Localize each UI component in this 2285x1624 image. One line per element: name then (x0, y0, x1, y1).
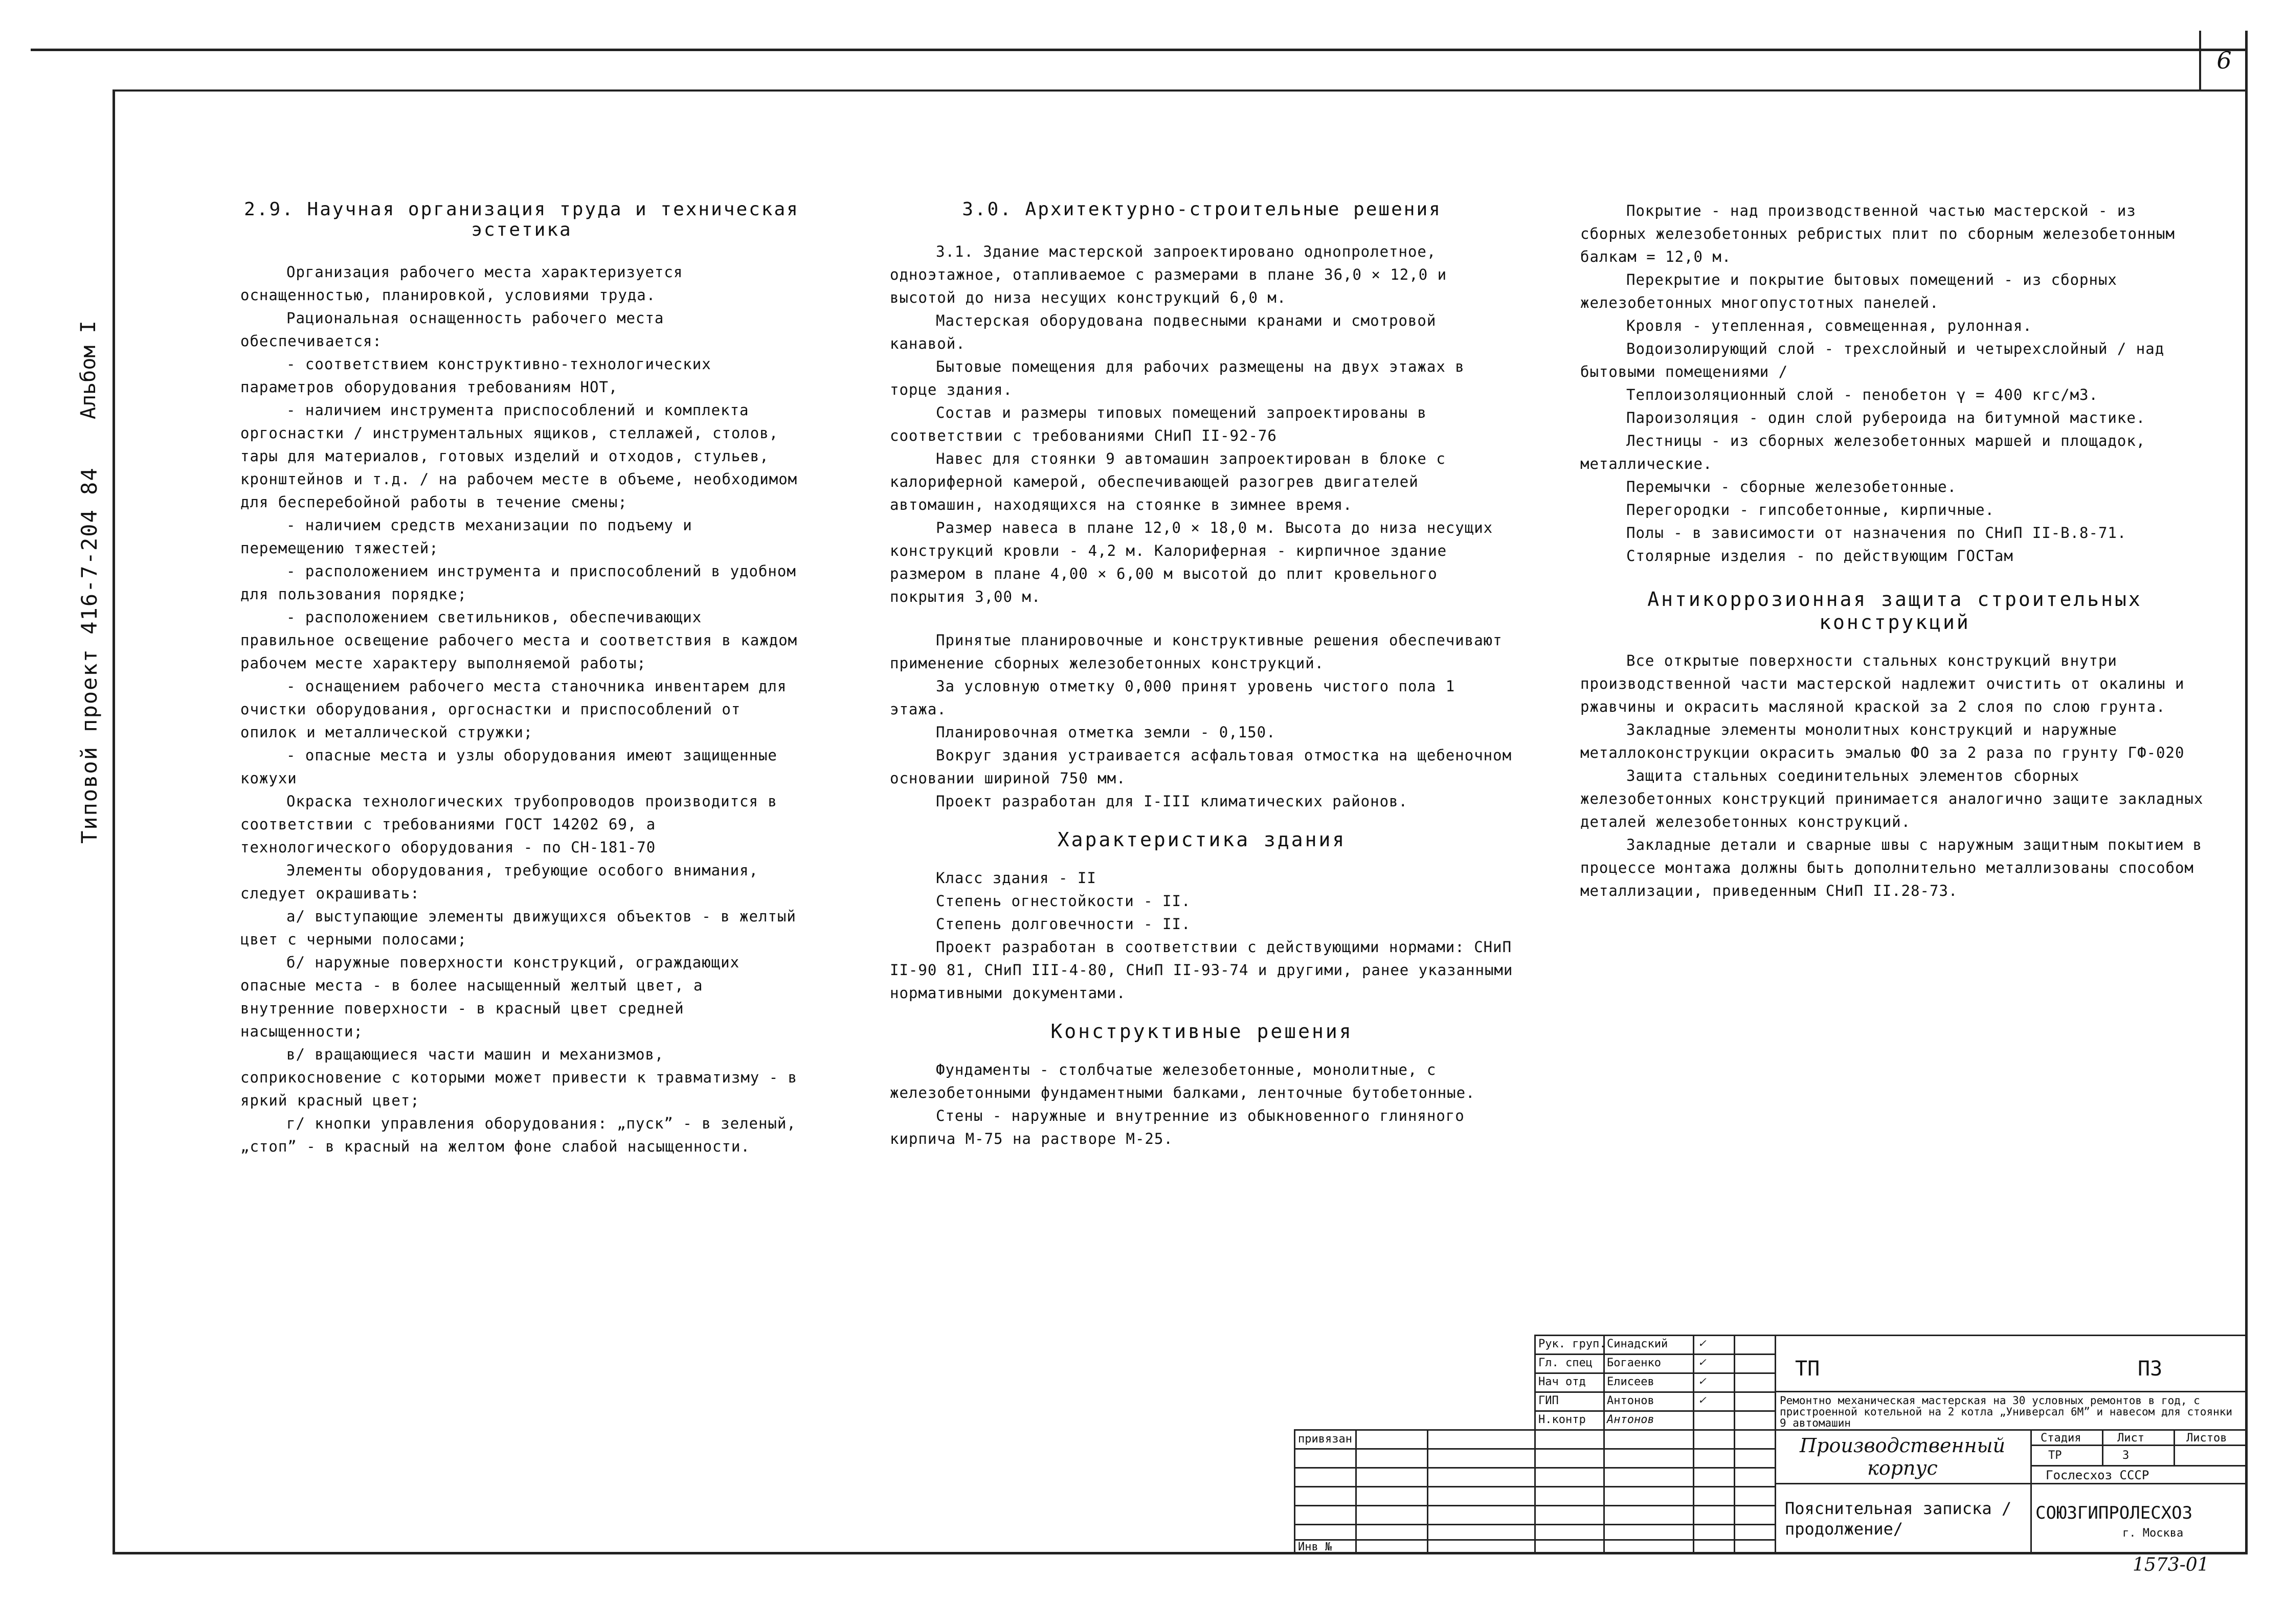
paragraph: в/ вращающиеся части машин и механизмов, соприкосновение с которыми может привести к травматизму - в яркий красный цвет; (240, 1046, 798, 1109)
paragraph: За условную отметку 0,000 принят уровень чистого пола 1 этажа. (890, 678, 1455, 718)
paragraph: Все открытые поверхности стальных конструкций внутри производственной части мастерской надлежит очистить от окалины и ржавчины и окрасить масляной краской за 2 слоя по слою грунта. (1580, 652, 2185, 715)
tb-line (1534, 1391, 1775, 1393)
paragraph: 3.1. Здание мастерской запроектировано однопролетное, одноэтажное, отапливаемое с размерами в плане 36,0 × 12,0 и высотой до низа несущих конструкций 6,0 м. (890, 243, 1447, 306)
paragraph: Навес для стоянки 9 автомашин запроектирован в блоке с калориферной камерой, обеспечивающей разогрев двигателей автомашин, находящихся на стоянке в зимнее время. (890, 450, 1446, 513)
frame-inner-top-line (113, 89, 2248, 92)
tb-privyazan: привязан (1298, 1433, 1352, 1446)
paragraph: - опасные места и узлы оборудования имеют защищенные кожухи (240, 747, 777, 787)
paragraph: Закладные элементы монолитных конструкций и наружные металлоконструкции окрасить эмалью ФО за 2 раза по грунту ГФ-020 (1580, 721, 2185, 761)
tb-org3: г. Москва (2122, 1527, 2184, 1540)
column-right-body (1580, 199, 2209, 568)
paragraph: Закладные детали и сварные швы с наружным защитным покытием в процессе монтажа должны быть дополнительно металлизованы способом металлизации, приведенным СНиП II.28-73. (1580, 836, 2203, 899)
paragraph: Пароизоляция - один слой рубероида на битумной мастике. (1626, 409, 2146, 426)
tb-role: ГИП (1538, 1394, 1559, 1407)
paragraph: Защита стальных соединительных элементов сборных железобетонных конструкций принимается аналогично защите закладных деталей железобетонных конструкций. (1580, 767, 2204, 830)
tb-name: Богаенко (1607, 1357, 1661, 1369)
tb-inv: Инв № (1298, 1541, 1332, 1553)
paragraph: Фундаменты - столбчатые железобетонные, монолитные, с железобетонными фундаментными балками, ленточные бутобетонные. (890, 1061, 1475, 1101)
tb-line (2030, 1465, 2245, 1467)
paragraph: Стены - наружные и внутренние из обыкновенного глиняного кирпича М-75 на растворе М-25. (890, 1107, 1465, 1147)
tb-stage: ТР (2048, 1449, 2062, 1462)
paragraph: - наличием средств механизации по подъему и перемещению тяжестей; (240, 516, 692, 557)
heading-anticorrosion: Антикоррозионная защита строительных конструкций (1647, 588, 2142, 634)
tb-line (1294, 1505, 1775, 1506)
paragraph: - расположением инструмента и приспособлений в удобном для пользования порядке; (240, 562, 796, 603)
paragraph: Организация рабочего места характеризуется оснащенностью, планировкой, условиями труда. (240, 263, 683, 304)
tb-line (1427, 1429, 1428, 1554)
tb-line (2102, 1429, 2103, 1465)
paragraph: Перемычки - сборные железобетонные. (1626, 478, 1957, 495)
characteristics-list (890, 867, 1514, 936)
section-title-3-0: 3.0. Архитектурно-строительные решения (962, 199, 1442, 220)
paragraph: Перегородки - гипсобетонные, кирпичные. (1626, 501, 1995, 518)
tb-org2: СОЮЗГИПРОЛЕСХОЗ (2035, 1503, 2193, 1523)
characteristic-item: Класс здания - II (936, 869, 1096, 887)
album-side-label: Альбом I (77, 321, 100, 419)
tb-pz: ПЗ (2138, 1357, 2163, 1381)
tb-stage-header: Стадия (2041, 1432, 2081, 1445)
paragraph: Покрытие - над производственной частью мастерской - из сборных железобетонных ребристых плит по сборным железобетонным балкам = 12,0 м. (1580, 202, 2175, 265)
tb-name: Синадский (1607, 1338, 1668, 1350)
paragraph: Полы - в зависимости от назначения по СНиП II-В.8-71. (1626, 524, 2127, 542)
tb-line (1775, 1335, 1776, 1554)
column-right (1580, 199, 2209, 903)
paragraph: Планировочная отметка земли - 0,150. (936, 724, 1276, 741)
construction-list (890, 1058, 1514, 1151)
frame-top-line (31, 49, 2245, 51)
tb-role: Гл. спец (1538, 1357, 1593, 1369)
tb-line (1534, 1372, 1775, 1374)
paragraph: Элементы оборудования, требующие особого внимания, следует окрашивать: (240, 862, 758, 902)
column-middle (890, 199, 1514, 1151)
paragraph: Теплоизоляционный слой - пенобетон γ = 400 кгс/м3. (1626, 386, 2098, 403)
frame-right-line (2245, 31, 2248, 1554)
tb-line (1534, 1335, 2245, 1336)
paragraph: б/ наружные поверхности конструкций, ограждающих опасные места - в более насыщенный желтый цвет, а внутренние поверхности - в красный цвет средней насыщенности; (240, 954, 740, 1040)
column-left-body (240, 261, 803, 1158)
paragraph: - расположением светильников, обеспечивающих правильное освещение рабочего места и соответствия в каждом рабочем месте характеру выполняемой работы; (240, 608, 798, 672)
paragraph: Принятые планировочные и конструктивные решения обеспечивают применение сборных железобетонных конструкций. (890, 631, 1503, 672)
document-number: 1573-01 (2133, 1554, 2209, 1575)
title-block (1294, 1335, 2245, 1554)
tb-sheet-header: Лист (2117, 1432, 2144, 1445)
signature-mark: ✓ (1698, 1375, 1707, 1387)
paragraph: Проект разработан для I-III климатических районов. (936, 793, 1408, 810)
page-number: 6 (2199, 31, 2247, 92)
tb-line (1775, 1391, 2245, 1392)
tb-line (1294, 1467, 1775, 1469)
tb-doc-title: Пояснительная записка /продолжение/ (1785, 1499, 2012, 1539)
frame-left-line (113, 89, 115, 1554)
tb-line (1534, 1354, 1775, 1355)
paragraph: Лестницы - из сборных железобетонных маршей и площадок, металлические. (1580, 432, 2146, 472)
section-title-2-9: 2.9. Научная организация труда и техническая эстетика (244, 199, 799, 240)
tb-org1: Гослесхоз СССР (2046, 1468, 2149, 1482)
tb-line (1294, 1524, 1775, 1525)
heading-construction-solutions: Конструктивные решения (1050, 1020, 1353, 1043)
tb-role: Рук. груп. (1538, 1338, 1606, 1350)
paragraph: Кровля - утепленная, совмещенная, рулонная. (1626, 317, 2032, 334)
tb-line (1534, 1410, 1775, 1412)
paragraph: г/ кнопки управления оборудования: „пуск” - в зеленый, „стоп” - в красный на желтом фоне слабой насыщенности. (240, 1115, 796, 1155)
tb-line (1294, 1486, 1775, 1487)
tb-line (1294, 1448, 1775, 1450)
tb-line (1534, 1335, 1536, 1554)
paragraph: Окраска технологических трубопроводов производится в соответствии с требованиями ГОСТ 14202 69, а технологического оборудования - по СН-181-70 (240, 793, 777, 856)
anticorrosion-list (1580, 649, 2209, 903)
project-side-label: Типовой проект 416-7-204 84 (77, 467, 102, 844)
characteristics-text: Проект разработан в соответствии с действующими нормами: СНиП II-90 81, СНиП III-4-80, СНиП II-93-74 и другими, ранее указанными нормативными документами. (890, 938, 1513, 1002)
paragraph: Размер навеса в плане 12,0 × 18,0 м. Высота до низа несущих конструкций кровли - 4,2 м. Калориферная - кирпичное здание размером в плане 4,00 × 6,00 м высотой до плит кровельного покрытия 3,00 м. (890, 519, 1493, 605)
paragraph: Рациональная оснащенность рабочего места обеспечивается: (240, 309, 664, 350)
paragraph: Вокруг здания устраивается асфальтовая отмостка на щебеночном основании шириной 750 мм. (890, 747, 1512, 787)
column-left (240, 199, 803, 1158)
paragraph: Перекрытие и покрытие бытовых помещений - из сборных железобетонных многопустотных панелей. (1580, 271, 2117, 311)
tb-line (1603, 1335, 1605, 1554)
paragraph: а/ выступающие элементы движущихся объектов - в желтый цвет с черными полосами; (240, 908, 796, 948)
heading-building-characteristics: Характеристика здания (1057, 828, 1347, 851)
tb-line (1355, 1429, 1357, 1554)
tb-line (1693, 1335, 1694, 1554)
paragraph: - наличием инструмента приспособлений и комплекта оргоснастки / инструментальных ящиков, стеллажей, столов, тары для материалов, готовых изделий и отходов, стульев, кронштейнов и т.д. / на рабочем месте в объеме, необходимом для бесперебойной работы в течение смены; (240, 401, 798, 511)
paragraph: - соответствием конструктивно-технологических параметров оборудования требованиям НОТ, (240, 355, 711, 396)
characteristic-item: Степень огнестойкости - II. (936, 892, 1191, 910)
tb-role: Н.контр (1538, 1413, 1586, 1426)
paragraph: - оснащением рабочего места станочника инвентарем для очистки оборудования, оргоснастки и приспособлений от опилок и металлической стружки; (240, 678, 787, 741)
tb-line (2174, 1429, 2175, 1465)
column-middle-body (890, 240, 1514, 813)
tb-line (1775, 1483, 2245, 1484)
tb-sheets-header: Листов (2186, 1432, 2227, 1445)
tb-line (1734, 1335, 1735, 1554)
paragraph: Столярные изделия - по действующим ГОСТам (1626, 547, 2013, 565)
signature-mark: ✓ (1698, 1337, 1707, 1349)
tb-object: Производственный корпус (1799, 1434, 2006, 1479)
tb-role: Нач отд (1538, 1375, 1586, 1388)
paragraph: Водоизолирующий слой - трехслойный и четырехслойный / над бытовыми помещениями / (1580, 340, 2165, 380)
tb-line (2030, 1429, 2245, 1431)
paragraph: Бытовые помещения для рабочих размещены на двух этажах в торце здания. (890, 358, 1465, 398)
tb-description: Ремонтно механическая мастерская на 30 условных ремонтов в год, с пристроенной котельной на 2 котла „Универсал 6М” и навесом для стоянки 9 автомашин (1780, 1394, 2233, 1429)
tb-tp: ТП (1795, 1357, 1820, 1381)
tb-name: Антонов (1607, 1394, 1654, 1407)
tb-line (2030, 1429, 2032, 1554)
signature-mark: ✓ (1698, 1394, 1707, 1406)
characteristic-item: Степень долговечности - II. (936, 915, 1191, 933)
tb-sheet: 3 (2122, 1449, 2130, 1462)
tb-line (1294, 1539, 1775, 1541)
paragraph: Мастерская оборудована подвесными кранами и смотровой канавой. (890, 312, 1437, 352)
tb-name: Елисеев (1607, 1375, 1654, 1388)
paragraph: Состав и размеры типовых помещений запроектированы в соответствии с требованиями СНиП II-92-76 (890, 404, 1427, 444)
tb-name: Антонов (1607, 1413, 1654, 1426)
signature-mark: ✓ (1698, 1356, 1707, 1368)
